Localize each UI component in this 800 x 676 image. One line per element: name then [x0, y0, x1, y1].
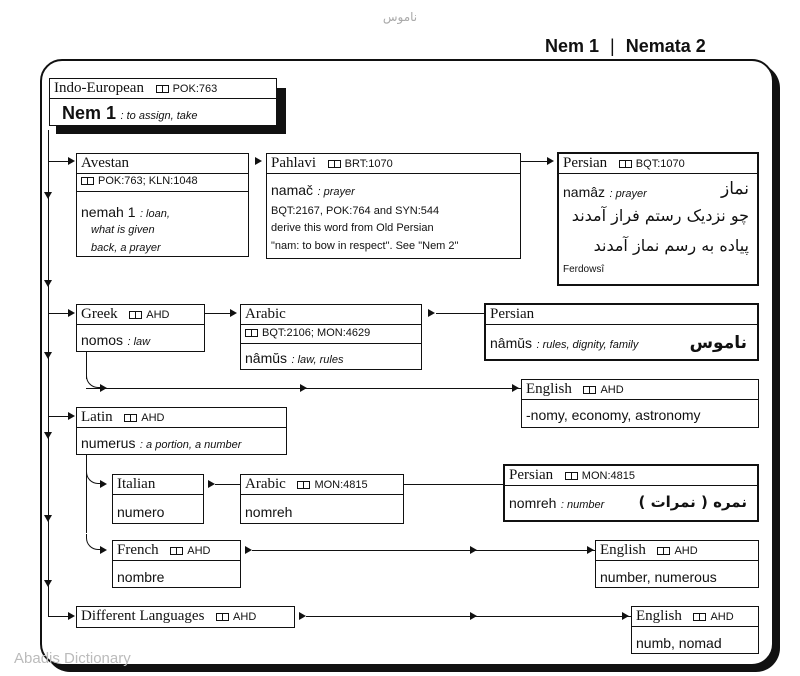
english-number-ref: AHD: [657, 545, 697, 557]
latin-word-line: [81, 435, 241, 453]
latin-header: [77, 408, 286, 428]
branch-greek: [48, 313, 69, 314]
arrow-to-arabic-namus: [230, 309, 237, 317]
italian-word: numero: [117, 504, 165, 520]
arrow-greek-english-3: [512, 384, 519, 392]
arabic-nomreh-word: nomreh: [245, 504, 293, 520]
persian-namaz-poem-1: چو نزدیک رستم فراز آمدند: [571, 206, 749, 225]
book-icon: [245, 329, 258, 337]
persian-nomreh-word-line: [509, 495, 604, 513]
different-header: [77, 607, 294, 626]
link-italian-arabic: [215, 484, 240, 485]
root-ref: POK:763: [156, 83, 218, 95]
pahlavi-box: [266, 153, 521, 259]
persian-namaz-ref: BQT:1070: [619, 158, 685, 170]
latin-gloss: : a portion, a number: [139, 439, 242, 451]
book-icon: [565, 472, 578, 480]
root-header: [50, 79, 276, 99]
book-icon: [657, 547, 670, 555]
greek-word-line: [81, 332, 150, 350]
english-numb-lang: English: [636, 608, 682, 624]
arrow-greek-english-2: [300, 384, 307, 392]
avestan-gloss-2: what is given: [91, 224, 155, 236]
book-icon: [156, 85, 169, 93]
avestan-header: [77, 154, 248, 174]
pahlavi-header: [267, 154, 520, 174]
pahlavi-lang: Pahlavi: [271, 155, 316, 171]
arabic-namus-word-line: [245, 350, 343, 368]
link-pahlavi-persian: [521, 161, 549, 162]
greek-gloss: : law: [127, 336, 151, 348]
link-greek-arabic: [205, 313, 232, 314]
book-icon: [297, 481, 310, 489]
french-word: nombre: [117, 569, 165, 585]
arrow-to-italian: [100, 480, 107, 488]
arrow-french-english-2: [470, 546, 477, 554]
arrow-different-english-1: [299, 612, 306, 620]
pahlavi-word-line: [271, 182, 355, 200]
avestan-gloss-3: back, a prayer: [91, 242, 161, 254]
book-icon: [124, 414, 137, 422]
english-numb-box: [631, 606, 759, 654]
link-arabic-persian: [436, 313, 484, 314]
persian-namaz-box: [557, 152, 759, 286]
persian-namaz-header: [559, 154, 757, 174]
persian-nomreh-gloss: : number: [560, 499, 605, 511]
arrow-french-english-1: [245, 546, 252, 554]
trunk-line: [48, 130, 49, 617]
english-number-words: number, numerous: [600, 569, 717, 585]
pahlavi-gloss: : prayer: [317, 186, 355, 198]
book-icon: [328, 160, 341, 168]
latin-subtrunk: [86, 455, 87, 533]
latin-word: numerus: [81, 435, 136, 451]
avestan-divider: [77, 191, 248, 192]
pahlavi-note-3: "nam: to bow in respect". See "Nem 2": [271, 240, 459, 252]
persian-namus-word: nâmŭs: [490, 335, 533, 351]
english-numb-ref: AHD: [693, 611, 733, 623]
trunk-arrow-6: [44, 580, 52, 587]
persian-namaz-poet: Ferdowsî: [563, 264, 605, 275]
french-header: [113, 541, 240, 561]
english-number-header: [596, 541, 758, 561]
persian-namus-header: [486, 305, 757, 325]
root-box: [49, 78, 277, 126]
persian-namaz-word-line: [563, 184, 647, 202]
trunk-arrow-4: [44, 432, 52, 439]
book-icon: [619, 160, 632, 168]
greek-word: nomos: [81, 332, 124, 348]
arrow-to-arabic-nomreh: [208, 480, 215, 488]
english-nomy-header: [522, 380, 758, 400]
arabic-namus-gloss: : law, rules: [291, 354, 344, 366]
page-top-title: ناموس: [382, 10, 418, 24]
arrow-greek: [68, 309, 75, 317]
arrow-greek-english-1: [100, 384, 107, 392]
heading-left: Nem 1: [545, 36, 600, 56]
branch-different: [48, 616, 69, 617]
book-icon: [81, 177, 94, 185]
persian-nomreh-lang: Persian: [509, 467, 554, 483]
english-nomy-box: [521, 379, 759, 428]
trunk-arrow-1: [44, 192, 52, 199]
arrow-french-english-3: [587, 546, 594, 554]
italian-box: [112, 474, 204, 524]
greek-header: [77, 305, 204, 325]
link-french-english: [252, 550, 595, 551]
persian-namus-script: ناموس: [689, 333, 747, 353]
root-lang: Indo-European: [54, 80, 144, 96]
persian-nomreh-script: نمره ( نمرات ): [638, 493, 747, 511]
french-ref: AHD: [170, 545, 210, 557]
book-icon: [129, 311, 142, 319]
english-nomy-lang: English: [526, 381, 572, 397]
english-numb-header: [632, 607, 758, 627]
greek-box: [76, 304, 205, 352]
trunk-arrow-2: [44, 280, 52, 287]
arrow-arabic-to-persian: [428, 309, 435, 317]
english-nomy-ref: AHD: [583, 384, 623, 396]
diagram-heading: [545, 36, 706, 57]
latin-ref: AHD: [124, 412, 164, 424]
arabic-namus-ref: BQT:2106; MON:4629: [245, 327, 370, 339]
root-word: Nem 1: [62, 103, 117, 123]
branch-latin: [48, 416, 69, 417]
avestan-word: nemah 1: [81, 204, 136, 220]
english-nomy-words: -nomy, economy, astronomy: [526, 407, 701, 423]
arabic-nomreh-lang: Arabic: [245, 476, 286, 492]
link-different-english: [306, 616, 631, 617]
different-box: [76, 606, 295, 628]
avestan-word-line: [81, 204, 170, 222]
english-number-box: [595, 540, 759, 588]
arabic-namus-header: [241, 305, 421, 325]
arabic-namus-word: nâmŭs: [245, 350, 288, 366]
persian-namaz-word: namâz: [563, 184, 606, 200]
book-icon: [216, 613, 229, 621]
arrow-to-pahlavi: [255, 157, 262, 165]
arrow-different: [68, 612, 75, 620]
different-lang: Different Languages: [81, 608, 205, 624]
pahlavi-ref: BRT:1070: [328, 158, 393, 170]
persian-namaz-poem-2: پیاده به رسم نماز آمدند: [593, 236, 749, 255]
latin-lang: Latin: [81, 409, 113, 425]
arrow-different-english-3: [622, 612, 629, 620]
avestan-lang: Avestan: [81, 155, 130, 171]
persian-namaz-script: نماز: [721, 179, 749, 199]
persian-namaz-lang: Persian: [563, 155, 608, 171]
book-icon: [170, 547, 183, 555]
persian-nomreh-word: nomreh: [509, 495, 557, 511]
italian-header: [113, 475, 203, 495]
arrow-to-persian-namaz: [547, 157, 554, 165]
watermark: Abadis Dictionary: [14, 650, 131, 667]
different-ref: AHD: [216, 611, 256, 623]
root-gloss: : to assign, take: [120, 110, 198, 122]
link-arabic-persian-nomreh: [404, 484, 503, 485]
persian-namus-lang: Persian: [490, 306, 535, 322]
persian-namus-box: [484, 303, 759, 361]
heading-separator: |: [610, 36, 615, 56]
persian-namus-word-line: [490, 335, 638, 353]
latin-box: [76, 407, 287, 455]
arabic-namus-box: [240, 304, 422, 370]
persian-namaz-gloss: : prayer: [609, 188, 647, 200]
arabic-namus-lang: Arabic: [245, 306, 286, 322]
pahlavi-word: namač: [271, 182, 314, 198]
arrow-latin: [68, 412, 75, 420]
persian-nomreh-ref: MON:4815: [565, 470, 635, 482]
root-word-line: [62, 103, 198, 124]
trunk-arrow-3: [44, 352, 52, 359]
persian-namus-gloss: : rules, dignity, family: [536, 339, 639, 351]
arrow-avestan: [68, 157, 75, 165]
heading-right: Nemata 2: [625, 36, 706, 56]
french-lang: French: [117, 542, 159, 558]
arabic-nomreh-box: [240, 474, 404, 524]
avestan-gloss-1: : loan,: [139, 208, 170, 220]
arabic-namus-divider: [241, 343, 421, 344]
trunk-arrow-5: [44, 515, 52, 522]
arabic-nomreh-header: [241, 475, 403, 495]
arrow-different-english-2: [470, 612, 477, 620]
pahlavi-note-1: BQT:2167, POK:764 and SYN:544: [271, 205, 440, 217]
italian-lang: Italian: [117, 476, 156, 492]
greek-ref: AHD: [129, 309, 169, 321]
english-number-lang: English: [600, 542, 646, 558]
pahlavi-note-2: derive this word from Old Persian: [271, 222, 434, 234]
book-icon: [583, 386, 596, 394]
arrow-to-french: [100, 546, 107, 554]
french-box: [112, 540, 241, 588]
persian-nomreh-header: [505, 466, 757, 486]
greek-lang: Greek: [81, 306, 118, 322]
avestan-box: [76, 153, 249, 257]
persian-nomreh-box: [503, 464, 759, 522]
avestan-ref: POK:763; KLN:1048: [81, 175, 198, 187]
english-numb-words: numb, nomad: [636, 635, 722, 651]
branch-avestan: [48, 161, 69, 162]
book-icon: [693, 613, 706, 621]
arabic-nomreh-ref: MON:4815: [297, 479, 367, 491]
